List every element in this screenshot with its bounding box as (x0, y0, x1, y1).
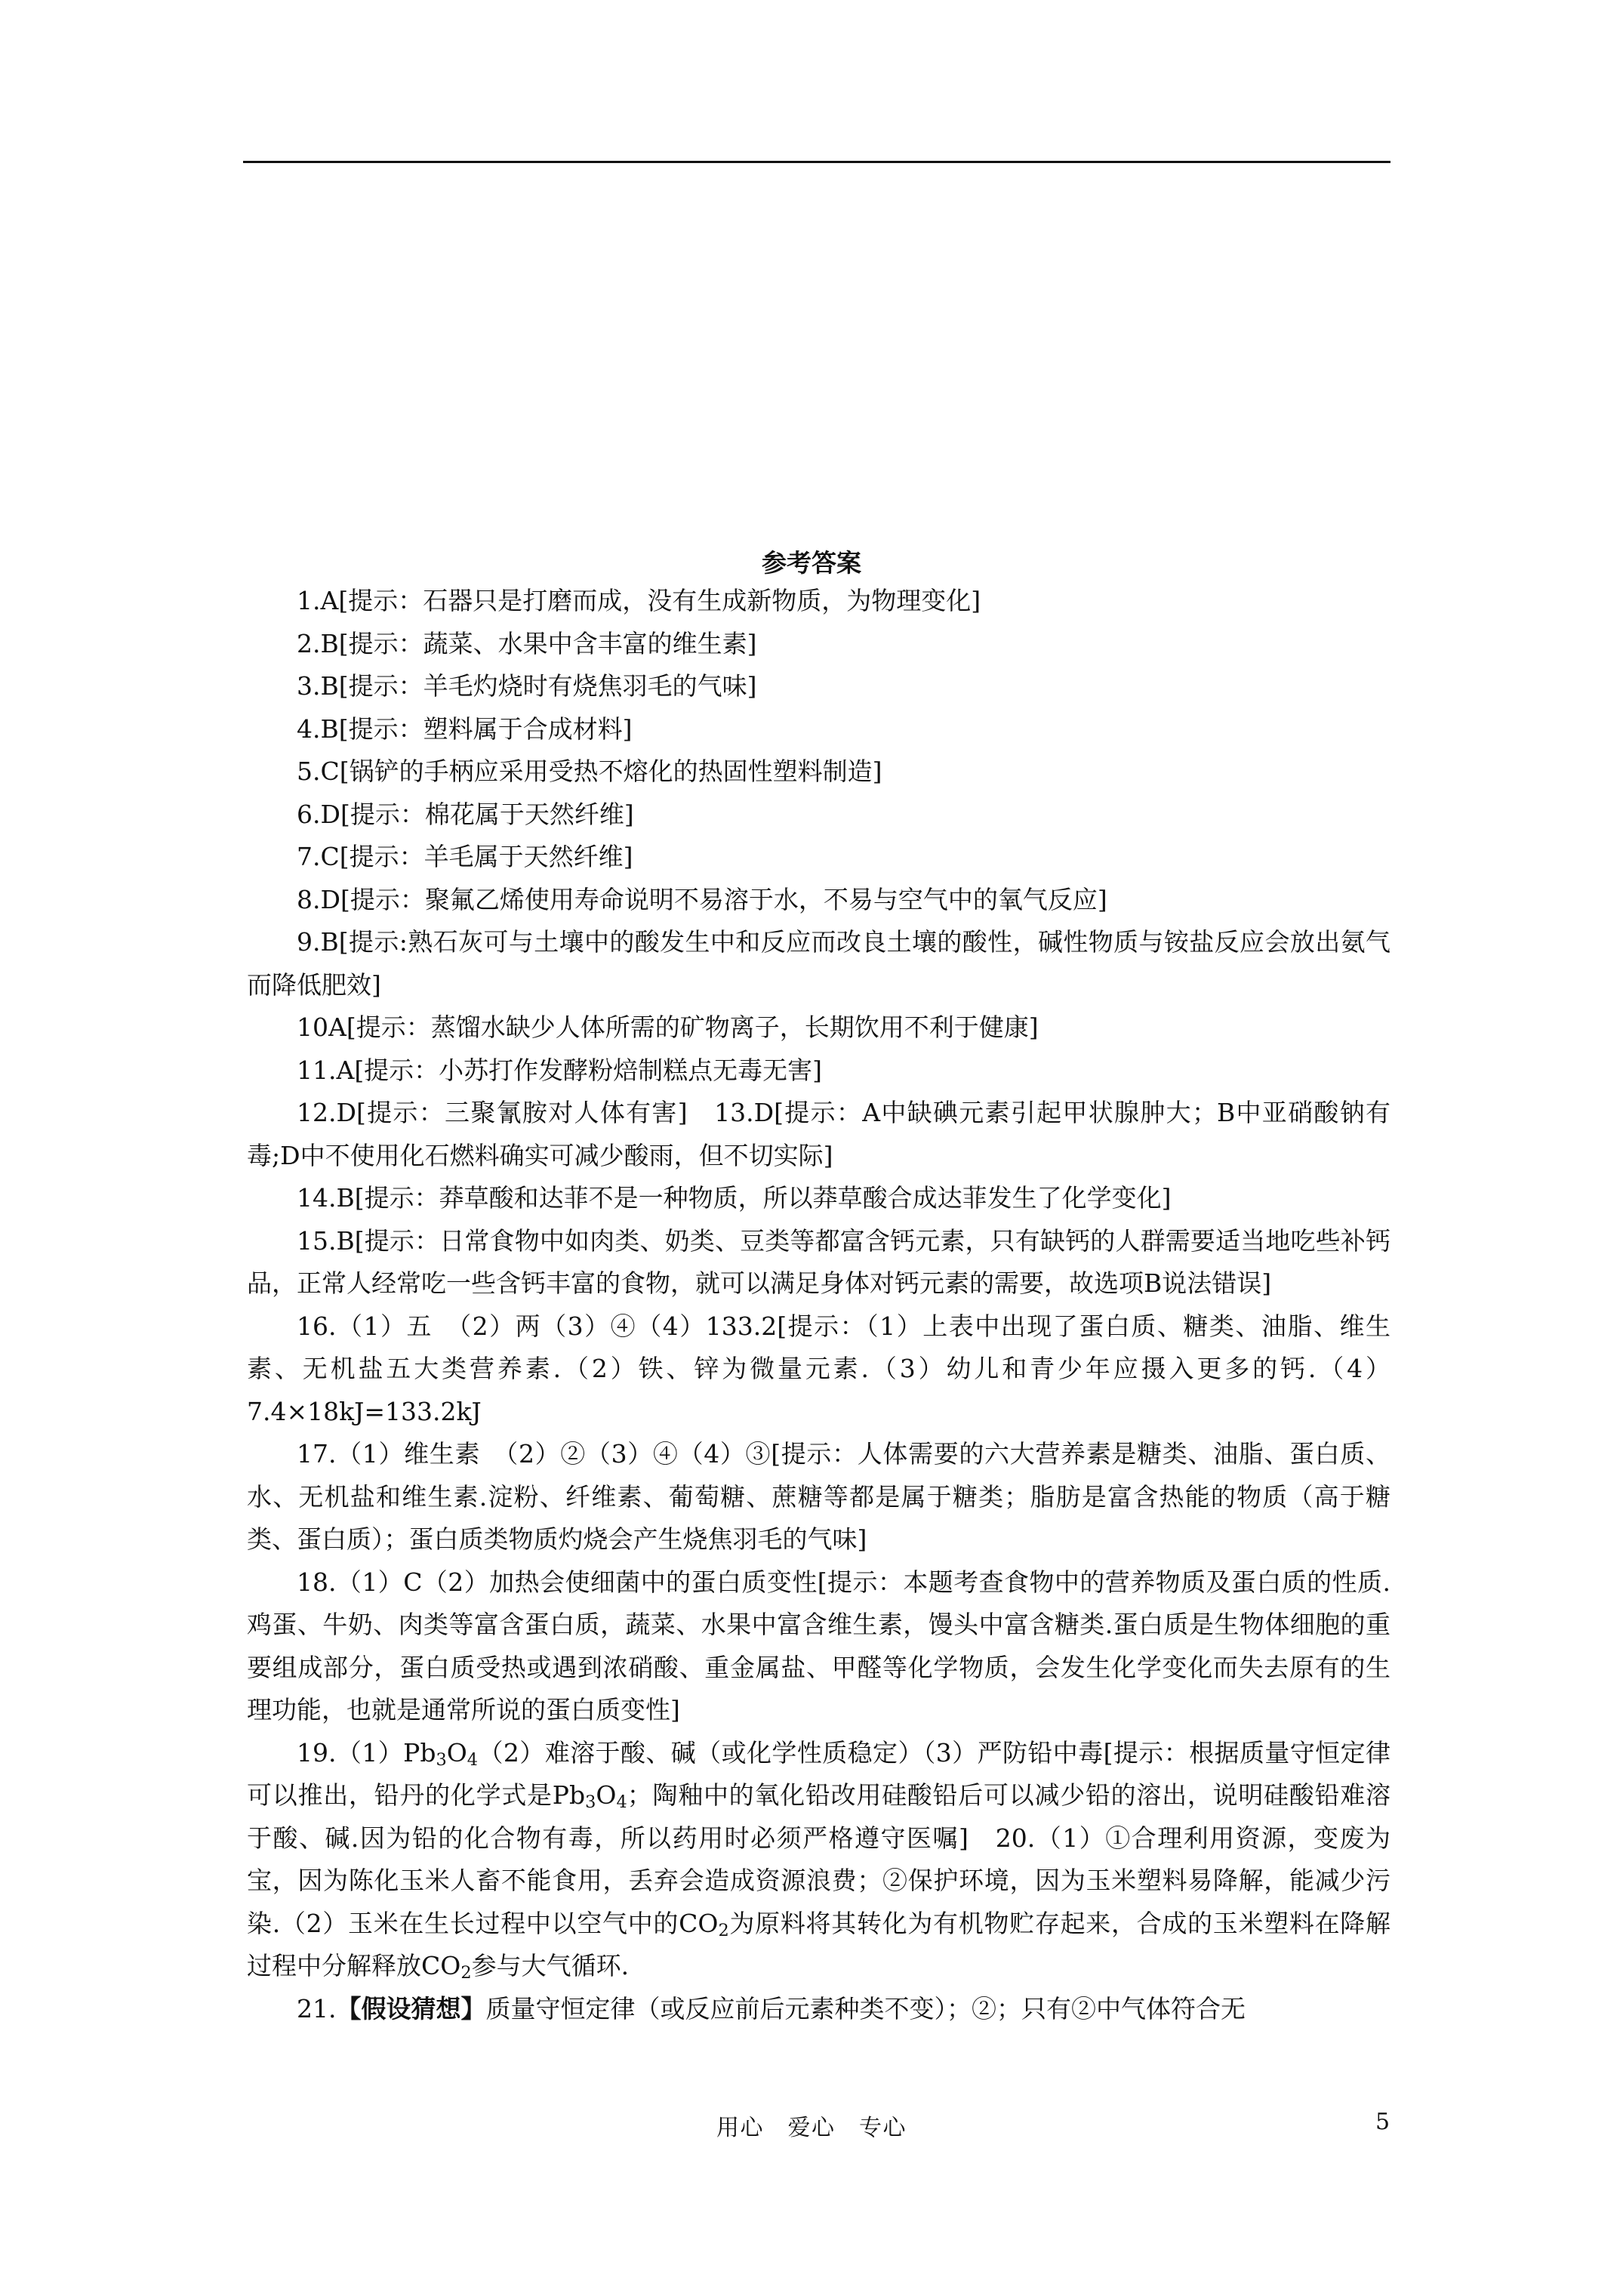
answer-text: 12.D[提示：三聚氰胺对人体有害] 13.D[提示：A中缺碘元素引起甲状腺肿大；B中亚硝酸钠有毒;D中不使用化石燃料确实可减少酸雨，但不切实际] (247, 1098, 1390, 1170)
subscript: 2 (460, 1962, 472, 1983)
answer-text: O (596, 1780, 617, 1810)
answer-text: 8.D[提示：聚氟乙烯使用寿命说明不易溶于水，不易与空气中的氧气反应] (297, 884, 1107, 914)
answer-item (247, 921, 1390, 1006)
answer-text: 16.（1）五 （2）两（3）④（4）133.2[提示：（1）上表中出现了蛋白质、糖类、油脂、维生素、无机盐五大类营养素.（2）铁、锌为微量元素.（3）幼儿和青少年应摄入更多的钙.（4）7.4×18kJ=133.2kJ (247, 1311, 1390, 1426)
answer-text: O (446, 1737, 467, 1767)
answer-text: 10A[提示：蒸馏水缺少人体所需的矿物离子，长期饮用不利于健康] (297, 1012, 1039, 1042)
answer-item (247, 1988, 1390, 2031)
footer-slogan: 用心 爱心 专心 (716, 2115, 907, 2141)
answer-item (247, 1049, 1390, 1093)
answer-item (247, 836, 1390, 879)
answer-item (247, 1305, 1390, 1434)
answer-text: 11.A[提示：小苏打作发酵粉焙制糕点无毒无害] (297, 1055, 823, 1085)
answer-item (247, 750, 1390, 794)
answer-item (247, 1732, 1390, 1988)
answer-item (247, 580, 1390, 623)
subscript: 3 (436, 1749, 447, 1770)
subscript: 3 (585, 1792, 596, 1812)
answer-text: 3.B[提示：羊毛灼烧时有烧焦羽毛的气味] (297, 671, 757, 701)
answer-item (247, 1092, 1390, 1177)
subscript: 2 (718, 1920, 729, 1940)
answer-text: 2.B[提示：蔬菜、水果中含丰富的维生素] (297, 628, 757, 658)
page-title: 参考答案 (762, 548, 861, 578)
answer-text: 4.B[提示：塑料属于合成材料] (297, 713, 633, 744)
page-number: 5 (1375, 2109, 1390, 2135)
answer-text: 9.B[提示:熟石灰可与土壤中的酸发生中和反应而改良土壤的酸性，碱性物质与铵盐反应会放出氨气而降低肥效] (247, 927, 1390, 1000)
answer-text: （2）难溶于酸、碱（或化学性质稳定）（3）严防铅中毒[提示：根据质量守恒定律可以推出，铅丹的化学式是Pb (247, 1737, 1390, 1810)
answer-item (247, 794, 1390, 837)
answer-text: 参与大气循环. (471, 1951, 630, 1980)
bold-label: 【假设猜想】 (336, 1993, 486, 2023)
answer-item (247, 665, 1390, 708)
answer-text: 21. (297, 1993, 337, 2023)
answer-item (247, 1433, 1390, 1561)
answer-text: 15.B[提示：日常食物中如肉类、奶类、豆类等都富含钙元素，只有缺钙的人群需要适当地吃些补钙品，正常人经常吃一些含钙丰富的食物，就可以满足身体对钙元素的需要，故选项B说法错误] (247, 1225, 1390, 1298)
answer-text: 6.D[提示：棉花属于天然纤维] (297, 799, 634, 829)
answer-text: 18.（1）C（2）加热会使细菌中的蛋白质变性[提示：本题考查食物中的营养物质及蛋白质的性质.鸡蛋、牛奶、肉类等富含蛋白质，蔬菜、水果中富含维生素，馒头中富含糖类.蛋白质是生物体细胞的重要组成部分，蛋白质受热或遇到浓硝酸、重金属盐、甲醛等化学物质，会发生化学变化而失去原有的生理功能，也就是通常所说的蛋白质变性] (247, 1567, 1390, 1724)
answer-text: 19.（1）Pb (297, 1737, 436, 1767)
answer-item (247, 1220, 1390, 1305)
answer-item (247, 623, 1390, 666)
answer-text: 质量守恒定律（或反应前后元素种类不变）；②；只有②中气体符合无 (485, 1993, 1246, 2023)
answer-item (247, 1006, 1390, 1049)
answer-text: 1.A[提示：石器只是打磨而成，没有生成新物质，为物理变化] (297, 586, 981, 615)
answer-item (247, 1561, 1390, 1732)
answer-text: 为原料将其转化为有机物贮存起来，合成的玉米塑料在降解过程中分解释放CO (247, 1908, 1391, 1980)
answer-text: 7.C[提示：羊毛属于天然纤维] (297, 842, 633, 871)
page-footer (0, 2109, 1623, 2139)
answer-text: 5.C[锅铲的手柄应采用受热不熔化的热固性塑料制造] (297, 757, 882, 786)
answer-item (247, 1177, 1390, 1220)
answer-list (247, 580, 1390, 2030)
subscript: 4 (467, 1749, 479, 1770)
header-rule (243, 161, 1390, 163)
subscript: 4 (616, 1792, 627, 1812)
answer-item (247, 708, 1390, 751)
answer-text: 17.（1）维生素 （2）②（3）④（4）③[提示：人体需要的六大营养素是糖类、油脂、蛋白质、水、无机盐和维生素.淀粉、纤维素、葡萄糖、蔗糖等都是属于糖类；脂肪是富含热能的物质（高于糖类、蛋白质）；蛋白质类物质灼烧会产生烧焦羽毛的气味] (247, 1439, 1390, 1554)
answer-item (247, 879, 1390, 922)
answer-text: ；陶釉中的氧化铅改用硅酸铅后可以减少铅的溶出，说明硅酸铅难溶于酸、碱.因为铅的化合物有毒，所以药用时必须严格遵守医嘱] 20.（1）①合理利用资源，变废为宝，因为陈化玉米人畜不能食用，丢弃会造成资源浪费；②保护环境，因为玉米塑料易降解，能减少污染.（2）玉米在生长过程中以空气中的CO (247, 1780, 1390, 1938)
answer-text: 14.B[提示：莽草酸和达菲不是一种物质，所以莽草酸合成达菲发生了化学变化] (297, 1183, 1172, 1213)
